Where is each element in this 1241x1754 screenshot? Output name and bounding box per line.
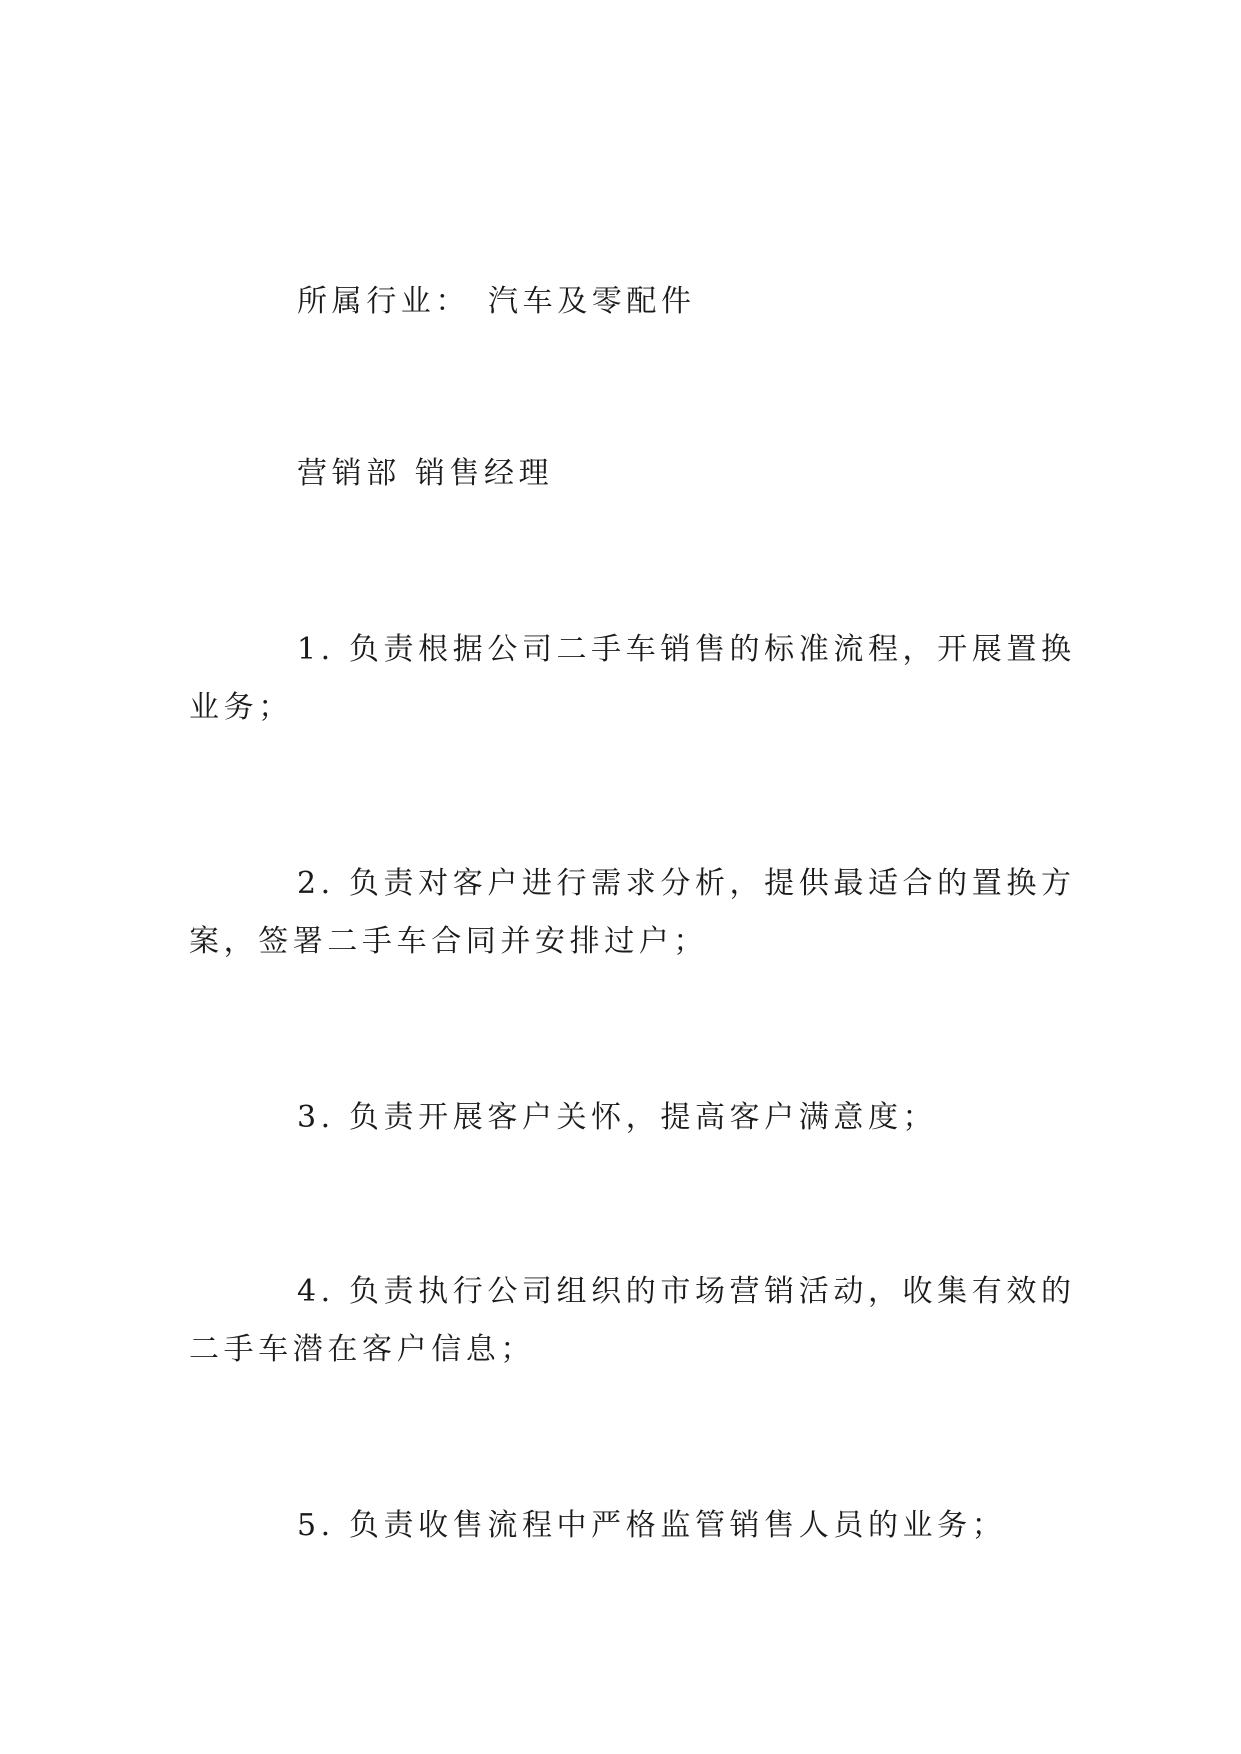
duty-4-line-1: 4. 负责执行公司组织的市场营销活动，收集有效的 (297, 1274, 1076, 1309)
duty-5-line-1: 5. 负责收售流程中严格监管销售人员的业务； (297, 1508, 1007, 1543)
industry-label: 所属行业： (297, 284, 470, 319)
duty-2-line-2: 案，签署二手车合同并安排过户； (189, 924, 708, 959)
industry-line (297, 282, 696, 322)
duty-1-line-2: 业务； (189, 690, 293, 725)
position-line (297, 454, 553, 494)
position-title: 销售经理 (414, 456, 554, 491)
duty-1-line-1: 1. 负责根据公司二手车销售的标准流程，开展置换 (297, 632, 1076, 667)
duty-4-line-2: 二手车潜在客户信息； (189, 1332, 535, 1367)
duty-2-line-1: 2. 负责对客户进行需求分析，提供最适合的置换方 (297, 866, 1076, 901)
department-name: 营销部 (297, 456, 401, 491)
duty-3-line-1: 3. 负责开展客户关怀，提高客户满意度； (297, 1100, 938, 1135)
industry-value: 汽车及零配件 (488, 284, 696, 319)
